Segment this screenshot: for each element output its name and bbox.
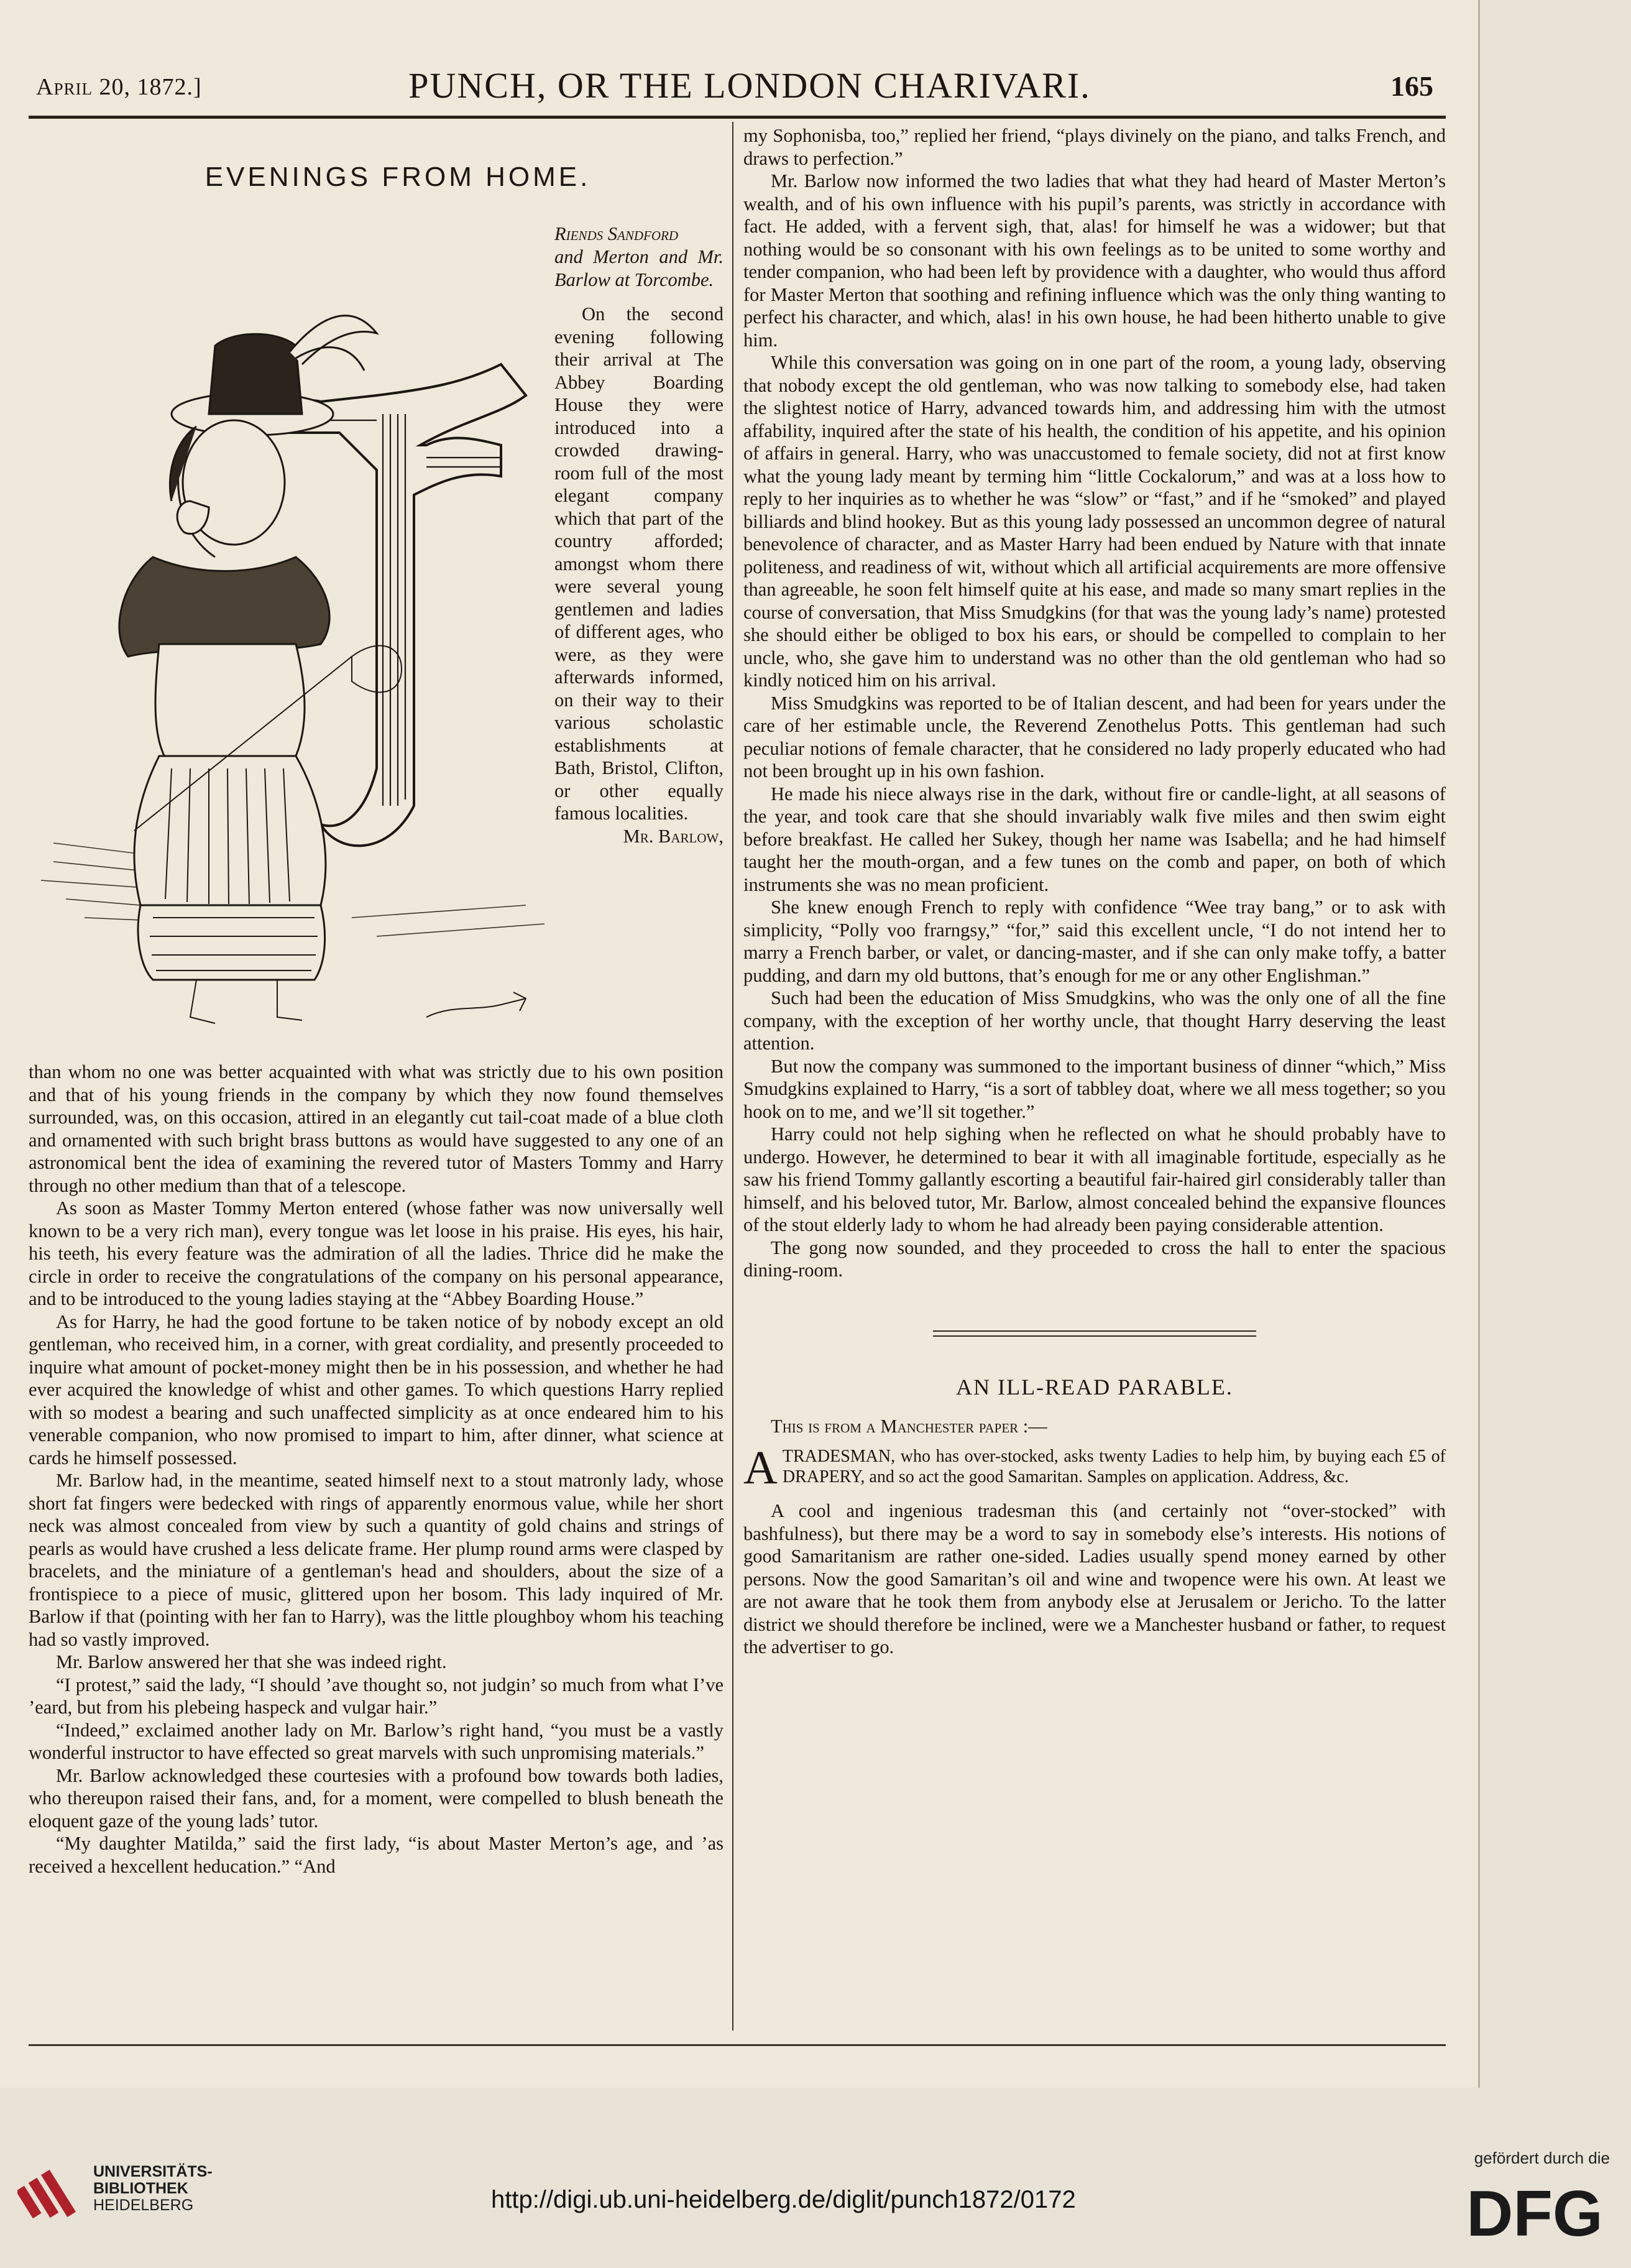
intro-paragraph: On the second evening following their arrival at The Abbey Boarding House they were introduced into a crowded drawing-room full of the most elegant company which that part of the country afforded; amongst whom there were several young gentlemen and ladies of different ages, who were, as they were afterwards informed, on their way to their various scholastic establishments at Bath, Bristol, Clifton, or other equally famous localities. [554,303,724,824]
dfg-logo-icon[interactable] [1457,2178,1612,2247]
running-head [29,65,1446,114]
right-column [743,124,1446,1659]
paragraph: “I protest,” said the lady, “I should ’ave thought so, not judgin’ so much from what I’ve ’eard, but from his plebeing haspeck and vulgar hair.” [29,1674,724,1718]
paragraph: Mr. Barlow now informed the two ladies that what they had heard of Master Merton’s wealth, and of his own influence with his pupil’s parents, was strictly in accordance with fact. He added, with a fervent sigh, that, alas! for himself he was a widower; but that nothing would be so consonant with his own feelings as to be united to some worthy and tender companion, who had been left by providence with a daughter, who would thus afford for Master Merton that soothing and refining influence which was the only thing wanting to perfect his character, and which, alas! in his own house, he had been hitherto unable to give him. [743,170,1446,351]
issue-date: April 20, 1872.] [36,74,202,100]
left-column [29,124,724,1878]
paragraph: A cool and ingenious tradesman this (and certainly not “over-stocked” with bashfulness), but there may be a word to say in somebody else’s interests. His notions of good Samaritanism are rather one-sided. Ladies usually spend money earned by other persons. Now the good Samaritan’s oil and wine and twopence were his own. At least we are not aware that he took them from anybody else at Jerusalem or Jericho. To the latter district we should therefore be inclined, were we a Manchester husband or father, to request the advertiser to go. [743,1500,1446,1657]
right-body [743,124,1446,1282]
page-number: 165 [1390,70,1433,102]
intro-block [29,209,724,1061]
paragraph: But now the company was summoned to the important business of dinner “which,” Miss Smudgkins explained to Harry, “is a sort of tabbley doat, where we all mess together; so you hook on to me, and we’ll sit together.” [743,1055,1446,1122]
intro-continuation: Mr. Barlow, [623,825,724,847]
parable-lead: This is from a Manchester paper :— [771,1415,1047,1437]
paragraph: She knew enough French to reply with confidence “Wee tray bang,” or to ask with simplicity, “Polly voo frarngsy,” “for,” said this excellent uncle, “I do not intend her to marry a French barber, or valet, or dancing-master, and if she can only make toffy, a batter pudding, and darn my old buttons, that’s enough for me or any other Englishman.” [743,897,1446,986]
column-divider [732,122,733,2031]
publication-title: PUNCH, OR THE LONDON CHARIVARI. [408,65,1091,106]
library-name-line: BIBLIOTHEK [93,2180,188,2197]
intro-subheader: and Merton and Mr. Barlow at Torcombe. [554,246,724,290]
woman-with-letter-f-illustration [29,209,551,1061]
paragraph: As for Harry, he had the good fortune to be taken notice of by nobody except an old gentleman, who received him, in a corner, with great cordiality, and presently proceeded to inquire what amount of pocket-money might then be in his possession, and whether he had ever acquired the knowledge of whist and other games. To which questions Harry replied with so modest a bearing and such unaffected simplicity as at once endeared him to his venerable companion, who now promised to impart to him, after dinner, what science at cards he himself possessed. [29,1311,724,1468]
paragraph: than whom no one was better acquainted with what was strictly due to his own position and that of his young friends in the company by which they now found themselves surrounded, was, on this occasion, attired in an elegantly cut tail-coat made of a blue cloth and ornamented with such bright brass buttons as would have suggested to any one of an astronomical bent the idea of examining the revered tutor of Masters Tommy and Harry through no other medium than that of a telescope. [29,1061,724,1196]
paragraph: my Sophonisba, too,” replied her friend, “plays divinely on the piano, and talks French, and draws to perfection.” [743,125,1446,169]
paragraph: Mr. Barlow answered her that she was indeed right. [56,1651,447,1672]
paragraph: Mr. Barlow had, in the meantime, seated himself next to a stout matronly lady, whose short fat fingers were bedecked with rings of apparently enormous value, while her short neck was almost concealed from view by such a quantity of gold chains and strings of pearls as would have crushed a less delicate frame. Her plump round arms were clasped by bracelets, and the miniature of a gentleman's head and shoulders, about the size of a frontispiece to a piece of music, glittered upon her bosom. This lady inquired of Mr. Barlow if that (pointing with her fan to Harry), was the little ploughboy whom his teaching had so vastly improved. [29,1470,724,1650]
intro-text [554,223,724,847]
paragraph: Mr. Barlow acknowledged these courtesies with a profound bow towards both ladies, who thereupon raised their fans, and, for a moment, were compelled to blush beneath the eloquent gaze of the young lads’ tutor. [29,1764,724,1832]
intro-header: Riends Sandford [554,223,678,244]
section-divider [933,1330,1256,1337]
paragraph: Harry could not help sighing when he reflected on what he should probably have to undergo. However, he determined to bear it with all imaginable fortitude, especially as he saw his friend Tommy gallantly escorting a beautiful fair-haired girl considerably taller than himself, and his beloved tutor, Mr. Barlow, almost concealed behind the expansive flounces of the stout elderly lady to whom he had already been paying considerable attention. [743,1123,1446,1235]
paragraph: Miss Smudgkins was reported to be of Italian descent, and had been for years under the care of her estimable uncle, the Reverend Zenothelus Potts. This gentleman had such peculiar notions of female character, that he considered no lady properly educated who had not been brought up in his own fashion. [743,692,1446,781]
header-rule [29,116,1446,119]
paragraph: As soon as Master Tommy Merton entered (whose father was now universally well known to be a very rich man), every tongue was let loose in his praise. His eyes, his hair, his teeth, his every feature was the admiration of all the ladies. Thrice did he make the circle in order to receive the congratulations of the company on his personal appearance, and to be introduced to the young ladies staying at the “Abbey Boarding House.” [29,1197,724,1309]
article-title: EVENINGS FROM HOME. [204,162,591,192]
paragraph: “Indeed,” exclaimed another lady on Mr. Barlow’s right hand, “you must be a vastly wonderful instructor to have effected so great marvels with such unpromising materials.” [29,1719,724,1763]
left-body [29,1061,724,1878]
advert-text: TRADESMAN, who has over-stocked, asks twenty Ladies to help him, by buying each £5 of DRAPERY, and so act the good Samaritan. Samples on application. Address, &c. [782,1447,1446,1487]
library-name [93,2164,213,2214]
paragraph: He made his niece always rise in the dark, without fire or candle-light, at all seasons of the year, and took care that she should invariably walk five miles and then swim eight before breakfast. He called her Sukey, though her name was Isabella; and he had himself taught her the mouth-organ, and a few tunes on the comb and paper, on both of which instruments she was no mean proficient. [743,783,1446,895]
funding-label: gefördert durch die [1474,2149,1610,2167]
quoted-advert [743,1442,1446,1494]
library-name-line: HEIDELBERG [93,2197,194,2214]
funder-name: DFG [1466,2178,1603,2247]
library-name-line: UNIVERSITÄTS- [93,2163,213,2180]
page-bottom-rule [29,2044,1446,2046]
advert-drop-cap: A [743,1442,778,1494]
paragraph: The gong now sounded, and they proceeded to cross the hall to enter the spacious dining-room. [743,1237,1446,1281]
parable-body [743,1415,1446,1659]
permalink-url[interactable]: http://digi.ub.uni-heidelberg.de/diglit/punch1872/0172 [491,2186,1076,2213]
paragraph: Such had been the education of Miss Smudgkins, who was the only one of all the fine company, with the exception of her worthy uncle, that thought Harry deserving the least attention. [743,987,1446,1054]
paragraph: “My daughter Matilda,” said the first lady, “is about Master Merton’s age, and ’as received a hexcellent heducation.” “And [29,1833,724,1877]
paragraph: While this conversation was going on in one part of the room, a young lady, observing that nobody except the old gentleman, who was now talking to somebody else, had taken the slightest notice of Harry, advanced towards him, and addressing him with the utmost affability, inquired after the state of his health, the condition of his appetite, and his opinion of affairs in general. Harry, who was unaccustomed to female society, did not at first know what the young lady meant by terming him “little Cockalorum,” and was at a loss how to reply to her inquiries as to whether he was “slow” or “fast,” and if he “smoked” and played billiards and blind hookey. But as this young lady possessed an uncommon degree of natural benevolence of character, and as Master Harry had been endued by Nature with that innate politeness, and readiness of wit, without which all artificial acquirements are more offensive than agreeable, he soon felt himself quite at his ease, and made so many smart replies in the course of conversation, that Miss Smudgkins (for that was the young lady’s name) protested she should either be obliged to box his ears, or should be compelled to complain to her uncle, who, she gave him to understand was no other than the old gentleman who had so kindly noticed him on his arrival. [743,352,1446,691]
digitization-footer [0,2114,1631,2268]
article-title: AN ILL-READ PARABLE. [956,1374,1233,1399]
